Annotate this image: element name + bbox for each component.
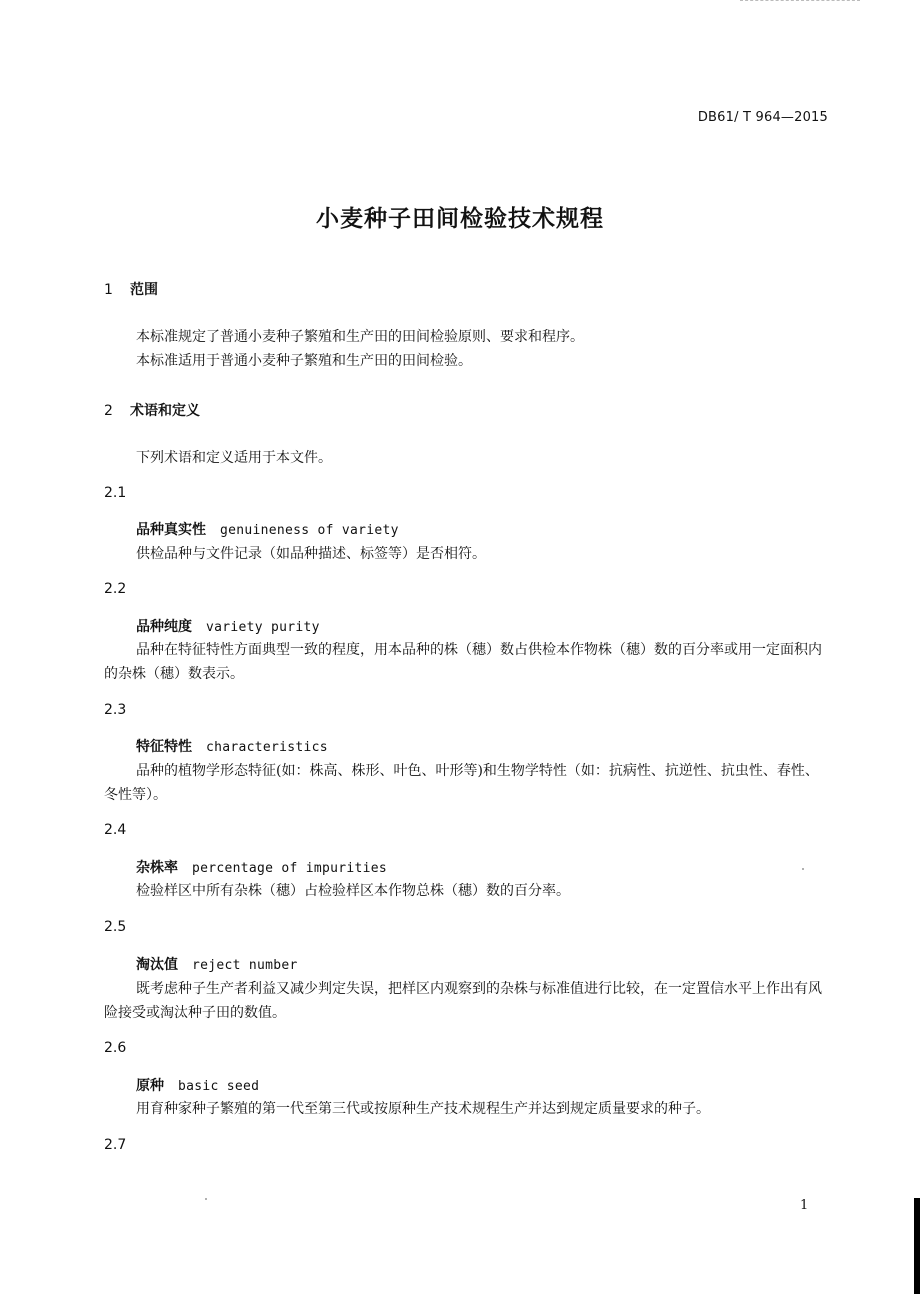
- term-definition: 品种在特征特性方面典型一致的程度，用本品种的株（穗）数占供检本作物株（穗）数的百分率或用一定面积内的杂株（穗）数表示。: [104, 642, 822, 682]
- term-definition: 用育种家种子繁殖的第一代至第三代或按原种生产技术规程生产并达到规定质量要求的种子。: [136, 1101, 710, 1117]
- term-english: percentage of impurities: [192, 861, 388, 876]
- term-entry: [136, 616, 320, 636]
- scan-edge-bar: [914, 1198, 920, 1294]
- page-title: 小麦种子田间检验技术规程: [316, 206, 604, 232]
- paragraph: 下列术语和定义适用于本文件。: [136, 450, 332, 466]
- term-entry: [136, 736, 328, 756]
- scan-speck: [205, 1198, 207, 1200]
- term-english: reject number: [192, 958, 298, 973]
- term-chinese: 品种真实性: [136, 522, 206, 538]
- term-entry: [136, 954, 298, 974]
- term-english: basic seed: [178, 1079, 260, 1094]
- term-chinese: 品种纯度: [136, 619, 192, 635]
- scan-speck: [802, 868, 804, 870]
- term-english: genuineness of variety: [220, 523, 399, 538]
- term-english: variety purity: [206, 620, 320, 635]
- clause-number: 2.7: [104, 1137, 127, 1153]
- page-number: 1: [800, 1198, 809, 1213]
- section-number: 2: [104, 403, 113, 419]
- term-chinese: 淘汰值: [136, 957, 178, 973]
- section-title: 范围: [130, 282, 158, 298]
- term-chinese: 原种: [136, 1078, 164, 1094]
- document-number: DB61/ T 964—2015: [697, 110, 828, 125]
- section-heading-terms: [104, 400, 200, 420]
- section-title: 术语和定义: [130, 403, 200, 419]
- term-definition: 检验样区中所有杂株（穗）占检验样区本作物总株（穗）数的百分率。: [136, 883, 570, 899]
- term-definition: 既考虑种子生产者利益又减少判定失误，把样区内观察到的杂株与标准值进行比较，在一定置信水平上作出有风险接受或淘汰种子田的数值。: [104, 981, 822, 1021]
- clause-number: 2.5: [104, 919, 127, 935]
- term-entry: [136, 1075, 259, 1095]
- clause-number: 2.6: [104, 1040, 127, 1056]
- paragraph: 本标准适用于普通小麦种子繁殖和生产田的田间检验。: [136, 353, 472, 369]
- term-entry: [136, 519, 399, 539]
- clause-number: 2.2: [104, 581, 127, 597]
- scan-edge-mark: [740, 0, 860, 2]
- term-chinese: 特征特性: [136, 739, 192, 755]
- term-english: characteristics: [206, 740, 328, 755]
- term-definition: 供检品种与文件记录（如品种描述、标签等）是否相符。: [136, 546, 486, 562]
- clause-number: 2.1: [104, 485, 127, 501]
- paragraph: 本标准规定了普通小麦种子繁殖和生产田的田间检验原则、要求和程序。: [136, 329, 584, 345]
- section-heading-scope: [104, 279, 158, 299]
- clause-number: 2.4: [104, 822, 127, 838]
- term-chinese: 杂株率: [136, 860, 178, 876]
- term-definition: 品种的植物学形态特征(如：株高、株形、叶色、叶形等)和生物学特性（如：抗病性、抗逆性、抗虫性、春性、冬性等）。: [104, 763, 819, 803]
- clause-number: 2.3: [104, 702, 127, 718]
- section-number: 1: [104, 282, 113, 298]
- term-entry: [136, 857, 387, 877]
